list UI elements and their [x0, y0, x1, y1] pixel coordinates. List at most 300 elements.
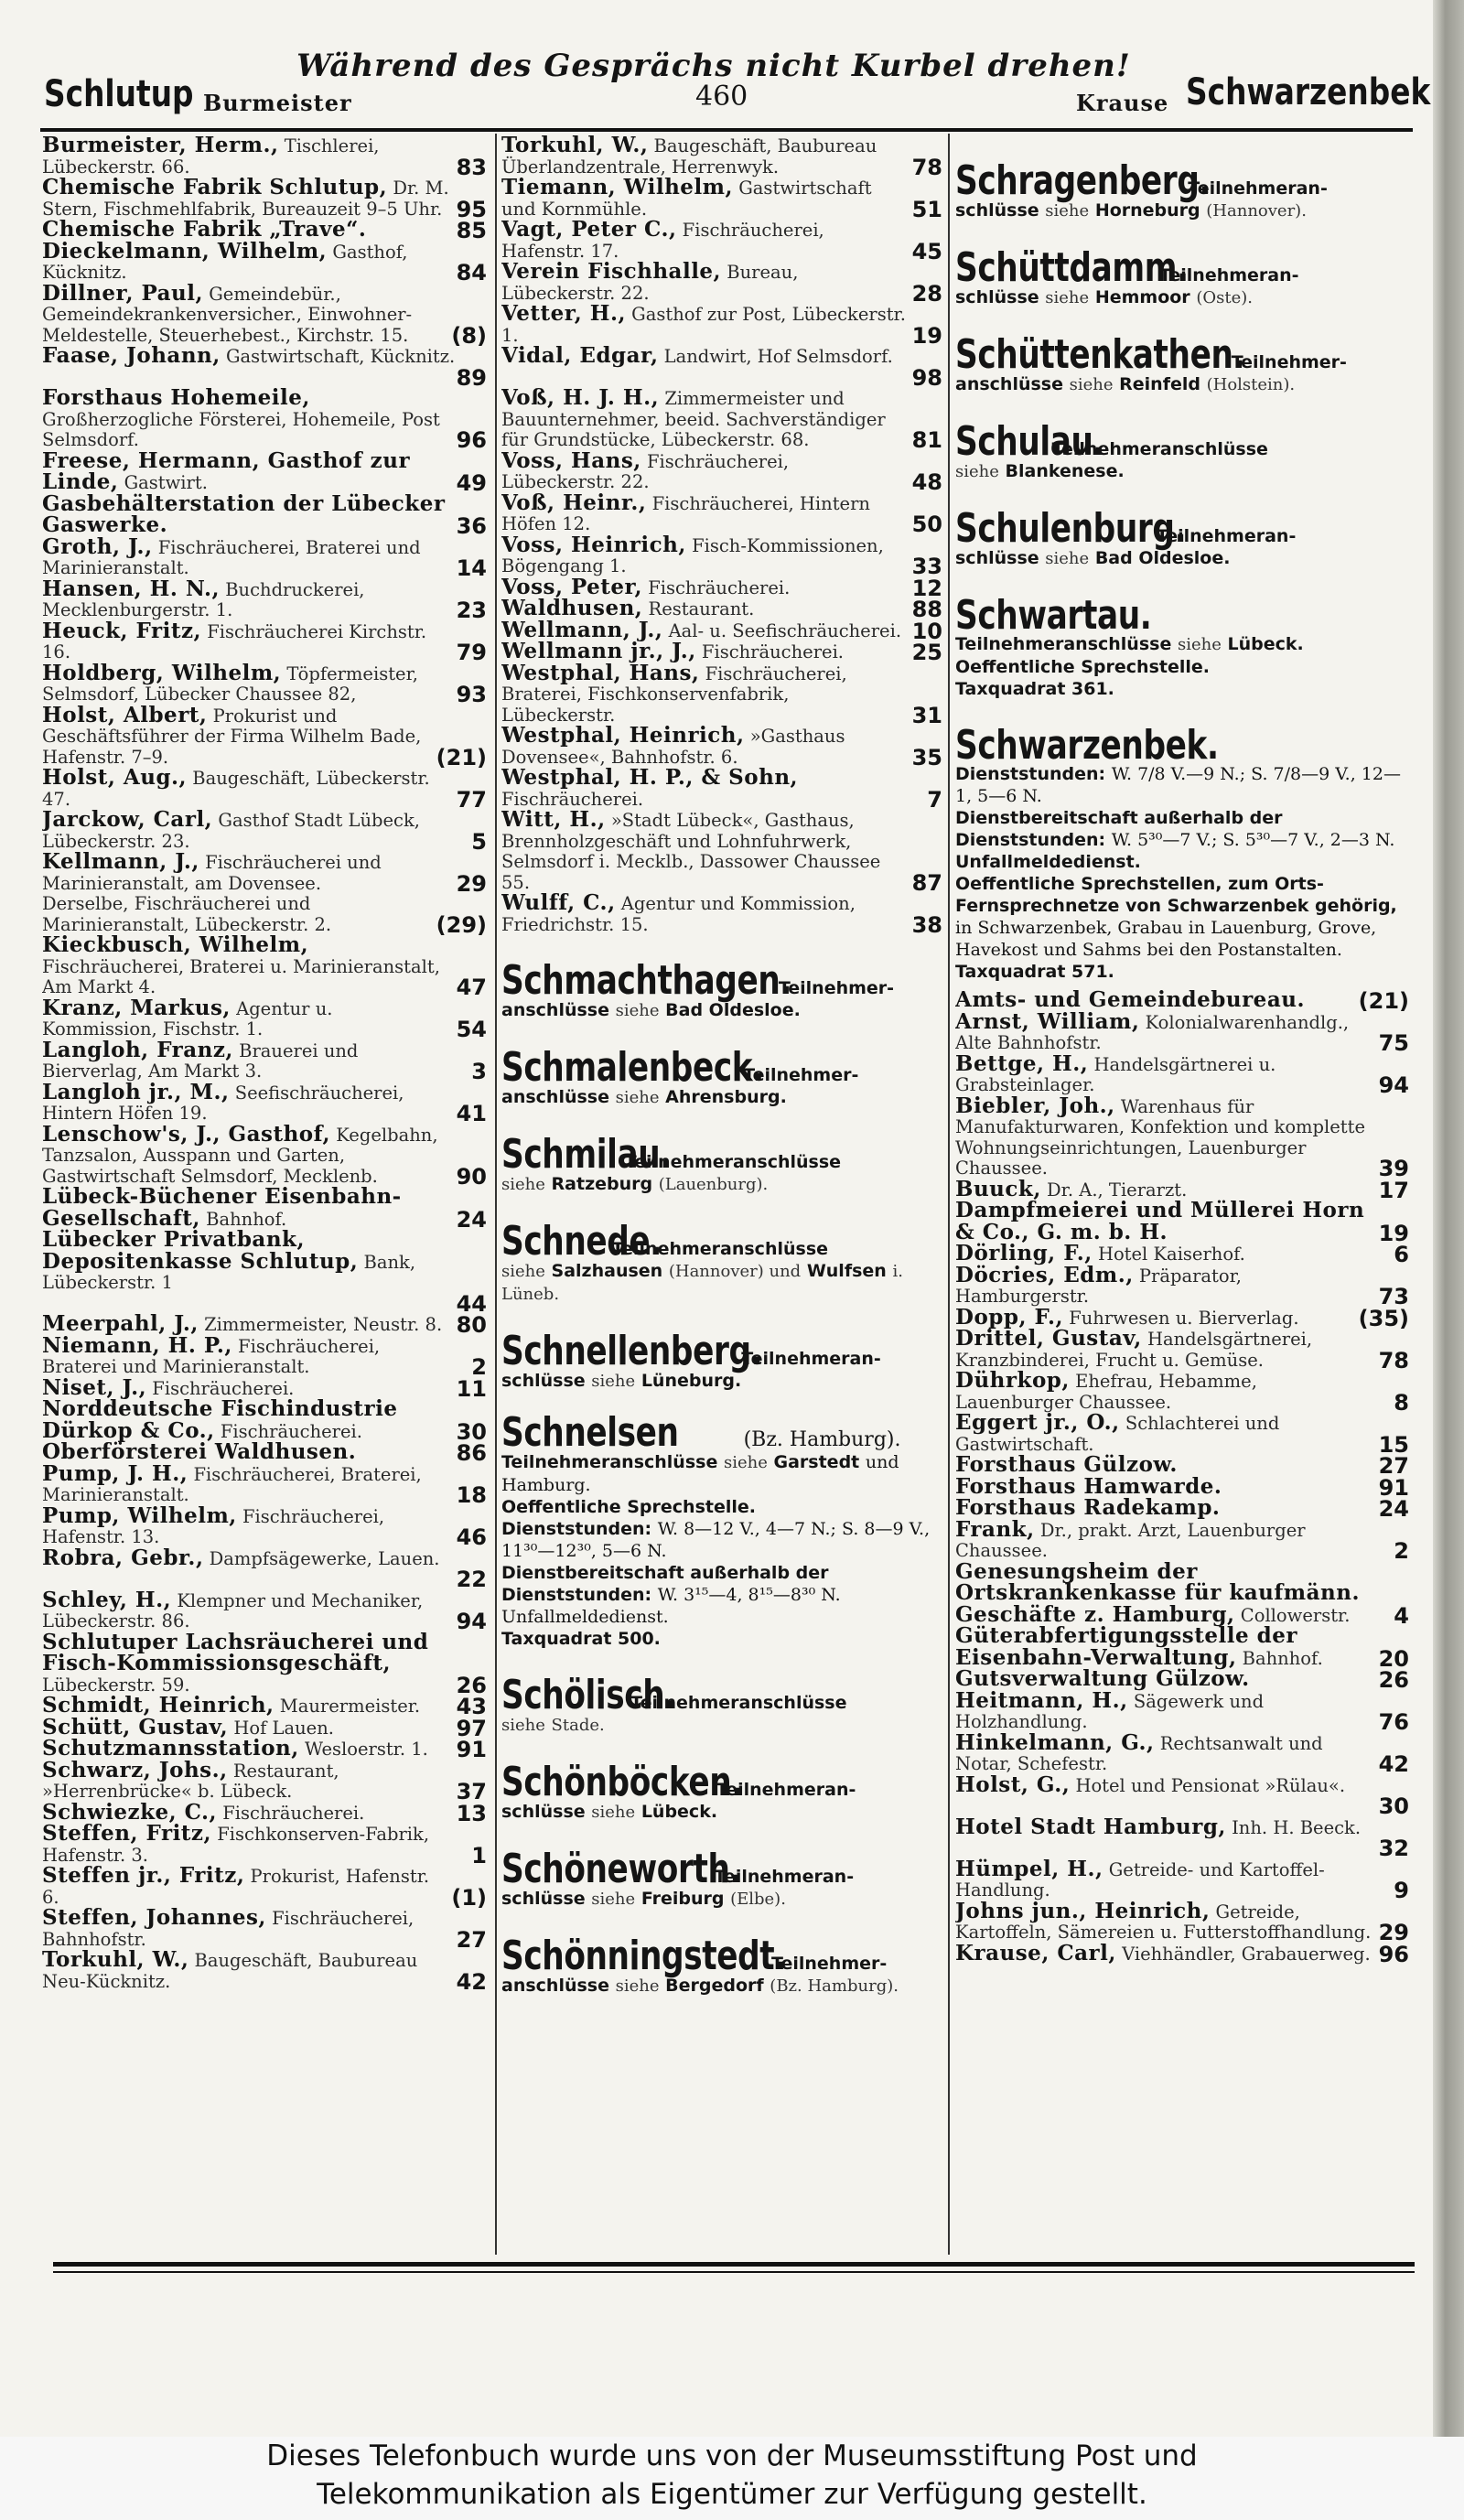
entry-number: 2: [1394, 1538, 1409, 1564]
directory-entry: [42, 238, 487, 285]
directory-entry: [42, 576, 487, 623]
target: Lübeck.: [1227, 634, 1304, 654]
entry-number: 73: [1378, 1284, 1409, 1309]
entry-description: Gastwirt.: [124, 472, 208, 493]
place-name: Schölisch.: [501, 1672, 676, 1718]
entry-description: Fischräucherei und Marinieranstalt, am Dovensee.: [42, 852, 382, 894]
value: W. 5³⁰—7 V.; S. 5³⁰—7 V., 2—3 N.: [1111, 830, 1395, 850]
place-rest: schlüsse: [955, 548, 1039, 568]
place-name: Schüttdamm.: [955, 244, 1189, 291]
entry-number: 23: [456, 598, 487, 623]
directory-entry: [501, 175, 942, 222]
directory-entry: [42, 1587, 487, 1634]
place-reference: [501, 1933, 942, 1998]
place-reference: [501, 1846, 942, 1911]
entry-name: Voss, Peter,: [501, 574, 643, 599]
entry-name: Dieckelmann, Wilhelm,: [42, 238, 328, 264]
schwarzenbek-standby: [955, 807, 1409, 851]
entry-number: 84: [456, 260, 487, 285]
siehe: siehe: [615, 1088, 660, 1107]
place-target-2-detail: i. Lüneb.: [501, 1262, 903, 1304]
entry-name: Johns jun., Heinrich,: [955, 1898, 1211, 1923]
place-name: Schüttenkathen.: [955, 331, 1245, 378]
value: W. 8—12 V., 4—7 N.; S. 8—9 V., 11³⁰—12³⁰, 5—6 N.: [501, 1519, 931, 1561]
entry-number: 94: [456, 1609, 487, 1634]
entry-number: (35): [1358, 1305, 1409, 1331]
directory-entry: [955, 1814, 1409, 1861]
directory-entry: [42, 1184, 487, 1233]
column-1: [42, 135, 487, 2258]
entry-name: Bettge, H.,: [955, 1050, 1089, 1076]
entry-number: 78: [911, 154, 942, 180]
entry-description: Viehhändler, Grabauerweg.: [1122, 1943, 1371, 1965]
header-right-guide: Krause: [1076, 90, 1169, 116]
directory-entry: [955, 1898, 1409, 1945]
entry-description: Dampfsägewerke, Lauen.: [209, 1547, 440, 1569]
entry-name: Steffen jr., Fritz,: [42, 1863, 245, 1888]
siehe: siehe: [1045, 201, 1090, 221]
entry-description: Bahnhof.: [1242, 1647, 1323, 1669]
place-target: Blankenese.: [1005, 461, 1125, 481]
entry-description: »Gasthaus Dovensee«, Bahnhofstr. 6.: [501, 726, 845, 768]
entry-description: Zimmermeister, Neustr. 8.: [204, 1314, 443, 1335]
column-2-entries: [501, 135, 942, 938]
entry-description: Fischräucherei, Bahnhofstr.: [42, 1908, 414, 1950]
place-reference: [955, 331, 1409, 396]
entry-name: Niemann, H. P.,: [42, 1332, 232, 1358]
entry-description: »Stadt Lübeck«, Gasthaus, Brennholzgeschäft und Lohnfuhrwerk, Selmsdorf i. Mecklb., Dassower Chaussee 55.: [501, 810, 881, 893]
entry-description: Fischräucherei, Hintern Höfen 12.: [501, 492, 870, 534]
entry-name: Faase, Johann,: [42, 343, 221, 368]
place-suffix: Teilnehmer-: [1231, 352, 1347, 372]
directory-entry: [42, 1905, 487, 1953]
entry-description: Baugeschäft, Lübeckerstr. 47.: [42, 768, 430, 810]
entry-name: Langloh, Franz,: [42, 1037, 233, 1062]
directory-entry: [501, 660, 942, 728]
entry-description: Ehefrau, Hebamme, Lauenburger Chaussee.: [955, 1371, 1257, 1413]
entry-name: Steffen, Johannes,: [42, 1905, 266, 1930]
entry-description: Collowerstr.: [1240, 1604, 1351, 1626]
place-reference: [501, 957, 942, 1022]
entry-description: Warenhaus für Manufakturwaren, Konfektion und komplette Wohnungseinrichtungen, Lauenburger Chaussee.: [955, 1095, 1366, 1179]
directory-entry: [955, 1326, 1409, 1373]
directory-entry: [955, 1516, 1409, 1564]
entry-name: Wellmann, J.,: [501, 617, 663, 642]
entry-number: 32: [1378, 1836, 1409, 1861]
schnelsen-tax-square: Taxquadrat 500.: [501, 1629, 661, 1649]
entry-name: Lübecker Privatbank, Depositenkasse Schlutup,: [42, 1227, 359, 1274]
entry-description: Lübeckerstr. 59.: [42, 1674, 190, 1696]
place-target: Bergedorf: [665, 1976, 764, 1996]
entry-number: 26: [456, 1672, 487, 1698]
siehe: siehe: [501, 1175, 545, 1194]
entry-number: 29: [456, 870, 487, 897]
column-3-entries: [955, 987, 1409, 1967]
entry-name: Robra, Gebr.,: [42, 1545, 204, 1570]
directory-entry: [42, 1396, 487, 1445]
place-reference-line: [501, 1260, 942, 1306]
place-target: Freiburg: [640, 1889, 725, 1909]
column-2-places: [501, 957, 942, 1393]
entry-name: Schmidt, Heinrich,: [42, 1693, 274, 1718]
entry-name: Heuck, Fritz,: [42, 618, 202, 643]
entry-name: Forsthaus Hohemeile,: [42, 385, 310, 410]
entry-description: Tischlerei, Lübeckerstr. 66.: [42, 135, 380, 178]
directory-entry: [42, 1947, 487, 1995]
entry-number: 49: [456, 470, 487, 496]
header-left-guide: Burmeister: [203, 90, 352, 116]
entry-description: Hotel Kaiserhof.: [1097, 1244, 1245, 1265]
place-name: Schmalenbeck.: [501, 1044, 764, 1091]
directory-entry: [42, 995, 487, 1042]
place-target-detail: (Elbe).: [730, 1890, 786, 1909]
column-2: [501, 135, 942, 2258]
entry-number: 25: [911, 640, 942, 665]
entry-number: 90: [456, 1163, 487, 1190]
entry-number: 91: [1378, 1474, 1409, 1501]
siehe: siehe: [1045, 288, 1090, 307]
entry-description: Gasthof, Kücknitz.: [42, 241, 408, 283]
footer-line-1: Dieses Telefonbuch wurde uns von der Museumsstiftung Post und: [266, 2439, 1198, 2472]
entry-number: 29: [1378, 1920, 1409, 1945]
place-target: Lübeck.: [640, 1802, 718, 1822]
place-rest: schlüsse: [501, 1371, 586, 1391]
directory-entry: [42, 533, 487, 581]
place-suffix: Teilnehmeran-: [714, 1867, 855, 1887]
place-rest: anschlüsse: [955, 374, 1063, 394]
siehe: siehe: [591, 1803, 636, 1822]
directory-entry: [955, 1772, 1409, 1819]
entry-description: Handelsgärtnerei, Kranzbinderei, Frucht u. Gemüse.: [955, 1329, 1313, 1371]
schwarzenbek-hours: [955, 763, 1409, 807]
place-suffix: Teilnehmer-: [778, 978, 895, 998]
entry-name: Buuck,: [955, 1176, 1041, 1201]
entry-number: 48: [911, 469, 942, 495]
entry-name: Voß, Heinr.,: [501, 490, 647, 515]
entry-name: Meerpahl, J.,: [42, 1311, 199, 1336]
column-3-places: [955, 157, 1409, 570]
place-reference: [501, 1044, 942, 1109]
place-target-detail: (Hannover) und: [668, 1262, 802, 1281]
entry-description: Baugeschäft, Baubureau Neu-Kücknitz.: [42, 1950, 418, 1992]
entry-description: Seefischräucherei, Hintern Höfen 19.: [42, 1082, 404, 1124]
footer-rule: [53, 2262, 1415, 2267]
place-target-2: Wulfsen: [806, 1261, 887, 1281]
entry-name: Arnst, William,: [955, 1008, 1140, 1034]
entry-number: 26: [1378, 1667, 1409, 1693]
entry-description: Fischräucherei.: [648, 576, 791, 598]
entry-name: Torkuhl, W.,: [501, 135, 649, 157]
entry-name: Schwarz, Johs.,: [42, 1757, 228, 1782]
entry-description: Handelsgärtnerei u. Grabsteinlager.: [955, 1053, 1276, 1095]
siehe: siehe: [1069, 375, 1114, 394]
place-reference: [955, 505, 1409, 570]
value: in Schwarzenbek, Grabau in Lauenburg, Grove, Havekost und Sahms bei den Postanstalten.: [955, 918, 1377, 960]
directory-entry: [955, 1410, 1409, 1458]
siehe: siehe: [1045, 549, 1090, 568]
entry-name: Pump, Wilhelm,: [42, 1502, 237, 1528]
directory-entry: [42, 702, 487, 770]
entry-description: Fuhrwesen u. Bierverlag.: [1069, 1307, 1299, 1329]
place-rest: schlüsse: [501, 1889, 586, 1909]
entry-name: Chemische Fabrik Schlutup,: [42, 175, 388, 199]
entry-number: 79: [456, 640, 487, 665]
entry-number: 41: [456, 1101, 487, 1126]
place-target: Bad Oldesloe.: [1094, 548, 1231, 568]
label: Teilnehmeranschlüsse: [501, 1452, 718, 1472]
entry-description: Zimmermeister und Bauunternehmer, beeid. Sachverständiger für Grundstücke, Lübeckerstr. 68.: [501, 388, 886, 450]
entry-number: 19: [1378, 1220, 1409, 1246]
entry-description: Fischräucherei, Braterei, Fischkonservenfabrik, Lübeckerstr.: [501, 662, 847, 726]
place-target-detail: (Bz. Hamburg).: [770, 1976, 899, 1996]
place-name: Schnelsen: [501, 1409, 679, 1456]
schnelsen-standby: [501, 1562, 942, 1628]
entry-description: Dr., prakt. Arzt, Lauenburger Chaussee.: [955, 1519, 1306, 1561]
directory-entry: [42, 807, 487, 855]
entry-name: Genesungsheim der Ortskrankenkasse für kaufmänn. Geschäfte z. Hamburg,: [955, 1558, 1360, 1627]
place-rest: schlüsse: [955, 287, 1039, 307]
entry-number: 96: [1378, 1941, 1409, 1967]
entry-name: Westphal, H. P., & Sohn,: [501, 765, 799, 790]
entry-number: 95: [456, 196, 487, 222]
entry-name: Vagt, Peter C.,: [501, 217, 677, 242]
entry-description: Maurermeister.: [279, 1696, 421, 1717]
entry-number: 11: [456, 1375, 487, 1402]
entry-number: 37: [456, 1779, 487, 1804]
place-name: Schulenburg.: [955, 505, 1187, 552]
entry-number: 78: [1378, 1347, 1409, 1373]
directory-entry: [42, 893, 487, 938]
place-name: Schöneworth.: [501, 1846, 742, 1892]
footer-rule-thin: [53, 2271, 1415, 2273]
place-name: Schmachthagen.: [501, 957, 792, 1004]
siehe: siehe: [723, 1453, 768, 1472]
place-name: Schwarzenbek.: [955, 722, 1219, 769]
entry-description: Fischräucherei, Hafenstr. 13.: [42, 1505, 385, 1547]
entry-number: 20: [1378, 1645, 1409, 1672]
directory-entry: [42, 490, 487, 539]
directory-entry: [42, 447, 487, 496]
place-suffix: Teilnehmeran-: [716, 1780, 856, 1800]
entry-number: 43: [456, 1694, 487, 1719]
entry-name: Niset, J.,: [42, 1374, 147, 1400]
entry-name: Gasbehälterstation der Lübecker Gaswerke.: [42, 490, 446, 537]
entry-number: 51: [911, 196, 942, 222]
schnelsen-public-station: Oeffentliche Sprechstelle.: [501, 1497, 756, 1517]
entry-number: 75: [1378, 1030, 1409, 1056]
entry-name: Forsthaus Hamwarde.: [955, 1473, 1222, 1499]
place-target: Lüneburg.: [640, 1371, 742, 1391]
entry-name: Hansen, H. N.,: [42, 576, 220, 601]
entry-number: 86: [456, 1440, 487, 1466]
entry-name: Chemische Fabrik „Trave“.: [42, 217, 367, 242]
entry-name: Drittel, Gustav,: [955, 1326, 1142, 1351]
entry-name: Holst, Aug.,: [42, 765, 188, 790]
entry-name: Langloh jr., M.,: [42, 1079, 230, 1104]
entry-name: Gutsverwaltung Gülzow.: [955, 1666, 1250, 1691]
target: Garstedt: [773, 1452, 860, 1472]
place-rest: anschlüsse: [501, 1000, 609, 1020]
entry-description: Gastwirtschaft und Kornmühle.: [501, 178, 872, 220]
entry-number: 24: [1378, 1496, 1409, 1522]
schnelsen-hours: [501, 1518, 942, 1562]
entry-name: Groth, J.,: [42, 533, 153, 559]
entry-description: Fischräucherei, Braterei u. Marinieranstalt, Am Markt 4.: [42, 955, 440, 997]
place-reference: [501, 1328, 942, 1393]
place-reference: [955, 157, 1409, 222]
siehe: siehe: [501, 1716, 545, 1735]
entry-name: Kieckbusch, Wilhelm,: [42, 932, 309, 957]
entry-description: Fischräucherei, Braterei und Marinieranstalt.: [42, 536, 421, 578]
directory-entry: [42, 1460, 487, 1508]
place-target-detail: (Oste).: [1196, 288, 1253, 307]
entry-number: (8): [451, 322, 487, 349]
directory-entry: [501, 301, 942, 349]
entry-number: 19: [911, 322, 942, 349]
place-suffix: Teilnehmer-: [743, 1065, 859, 1085]
place-rest: anschlüsse: [501, 1976, 609, 1996]
place-schwarzenbek: [955, 722, 1409, 983]
entry-description: Dr. A., Tierarzt.: [1047, 1179, 1188, 1201]
entry-description: Gemeindebür., Gemeindekrankenversicher., Einwohner-Meldestelle, Steuerhebest., Kirchstr. 15.: [42, 283, 413, 346]
entry-name: Schutzmannsstation,: [42, 1736, 299, 1761]
label: Dienstbereitschaft außerhalb der Dienststunden:: [955, 808, 1283, 850]
entry-name: Dampfmeierei und Müllerei Horn & Co., G. m. b. H.: [955, 1198, 1365, 1244]
entry-description: Kolonialwarenhandlg., Alte Bahnhofstr.: [955, 1011, 1350, 1053]
directory-entry: [42, 1863, 487, 1911]
entry-description: Gasthof Stadt Lübeck, Lübeckerstr. 23.: [42, 810, 420, 852]
entry-name: Norddeutsche Fischindustrie Dürkop & Co.,: [42, 1396, 398, 1443]
entry-name: Westphal, Heinrich,: [501, 723, 745, 748]
entry-number: 88: [911, 597, 942, 622]
place-target-detail: (Hannover).: [1206, 201, 1307, 221]
place-name: Schragenberg.: [955, 157, 1211, 204]
siehe: siehe: [591, 1372, 636, 1391]
entry-name: Lenschow's, J., Gasthof,: [42, 1121, 331, 1147]
entry-name: Hümpel, H.,: [955, 1856, 1103, 1881]
directory-entry: [501, 447, 942, 495]
entry-description: Prokurist und Geschäftsführer der Firma Wilhelm Bade, Hafenstr. 7–9.: [42, 705, 422, 768]
entry-name: Amts- und Gemeindebureau.: [955, 987, 1305, 1012]
entry-number: (1): [451, 1884, 487, 1911]
entry-number: 96: [456, 427, 487, 453]
place-name: Schulau.: [955, 418, 1105, 465]
entry-description: Fischräucherei.: [222, 1802, 365, 1824]
scan-edge: [1433, 0, 1464, 2437]
entry-name: Vidal, Edgar,: [501, 343, 659, 368]
place-rest: schlüsse: [501, 1802, 586, 1822]
entry-description: Sägewerk und Holzhandlung.: [955, 1690, 1265, 1732]
directory-entry: [42, 135, 487, 178]
entry-name: Schütt, Gustav,: [42, 1714, 229, 1739]
siehe: siehe: [615, 1976, 660, 1996]
entry-name: Holdberg, Wilhelm,: [42, 660, 282, 685]
label: Dienstbereitschaft außerhalb der Dienststunden:: [501, 1563, 829, 1605]
entry-number: 39: [1378, 1156, 1409, 1181]
entry-name: Schlutuper Lachsräucherei und Fisch-Kommissionsgeschäft,: [42, 1629, 429, 1675]
entry-description: Fischräucherei.: [220, 1420, 362, 1442]
directory-entry: [955, 1558, 1409, 1629]
entry-number: 5: [471, 828, 487, 855]
place-name: Schnellenberg.: [501, 1328, 763, 1374]
place-suffix: Teilnehmeran-: [1188, 178, 1328, 199]
entry-number: 30: [1378, 1793, 1409, 1819]
directory-entry: [42, 1821, 487, 1868]
entry-description: Kegelbahn, Tanzsalon, Ausspann und Garten, Gastwirtschaft Selmsdorf, Mecklenb.: [42, 1124, 438, 1187]
entry-name: Westphal, Hans,: [501, 660, 700, 685]
entry-number: 27: [456, 1926, 487, 1953]
entry-number: 83: [456, 154, 487, 180]
siehe: siehe: [501, 1262, 545, 1281]
place-name: Schönböcken.: [501, 1759, 743, 1805]
entry-number: 3: [471, 1059, 487, 1084]
column-divider: [495, 134, 497, 2255]
directory-entry: [42, 660, 487, 707]
header-left-place: Schlutup: [44, 73, 194, 115]
value: W. 3¹⁵—4, 8¹⁵—8³⁰ N. Unfallmeldedienst.: [501, 1585, 841, 1627]
directory-entry: [42, 1545, 487, 1592]
entry-name: Frank,: [955, 1516, 1035, 1542]
directory-entry: [42, 932, 487, 1000]
directory-entry: [955, 1262, 1409, 1309]
place-reference: [955, 418, 1409, 483]
place-target: Bad Oldesloe.: [665, 1000, 801, 1020]
entry-description: Großherzogliche Försterei, Hohemeile, Post Selmsdorf.: [42, 408, 440, 450]
place-suffix: Teilnehmeranschlüsse: [1051, 439, 1268, 459]
entry-name: Holst, Albert,: [42, 702, 208, 727]
place-rest: schlüsse: [955, 200, 1039, 221]
entry-number: 98: [911, 364, 942, 391]
entry-number: 6: [1394, 1242, 1409, 1267]
schwarzenbek-tax-square: Taxquadrat 571.: [955, 962, 1114, 982]
directory-entry: [42, 280, 487, 349]
place-target: Ratzeburg: [551, 1174, 653, 1194]
place-name: Schnede.: [501, 1218, 662, 1265]
entry-number: 18: [456, 1482, 487, 1508]
directory-entry: [501, 259, 942, 307]
place-reference: [501, 1672, 942, 1737]
directory-entry: [501, 343, 942, 391]
directory-entry: [501, 890, 942, 938]
entry-number: 54: [456, 1017, 487, 1042]
schwarzenbek-accident-service: Unfallmeldedienst.: [955, 852, 1141, 872]
entry-description: Hof Lauen.: [233, 1717, 334, 1739]
entry-number: 77: [456, 786, 487, 813]
schwartau-tax-square: Taxquadrat 361.: [955, 679, 1114, 699]
entry-description: Getreide- und Kartoffel-Handlung.: [955, 1858, 1325, 1901]
entry-name: Biebler, Joh.,: [955, 1093, 1115, 1118]
directory-entry: [42, 1079, 487, 1126]
entry-name: Hotel Stadt Hamburg,: [955, 1814, 1226, 1839]
entry-description: Fisch-Kommissionen, Bögengang 1.: [501, 534, 884, 576]
directory-entry: [42, 385, 487, 453]
directory-entry: [42, 1227, 487, 1317]
label: Dienststunden:: [501, 1519, 652, 1539]
place-name: Schönningstedt.: [501, 1933, 786, 1979]
entry-number: 1: [471, 1842, 487, 1868]
place-rest: anschlüsse: [501, 1087, 609, 1107]
entry-description: Fischräucherei, Lübeckerstr. 22.: [501, 450, 790, 492]
siehe: siehe: [615, 1001, 660, 1020]
entry-number: 7: [927, 786, 942, 813]
entry-name: Pump, J. H.,: [42, 1460, 188, 1486]
place-name: Schmilau.: [501, 1131, 672, 1178]
entry-number: 30: [456, 1418, 487, 1445]
entry-number: 33: [911, 554, 942, 579]
place-suffix: Teilnehmeran-: [741, 1349, 881, 1369]
label: Dienststunden:: [955, 764, 1106, 784]
place-reference: [955, 244, 1409, 309]
